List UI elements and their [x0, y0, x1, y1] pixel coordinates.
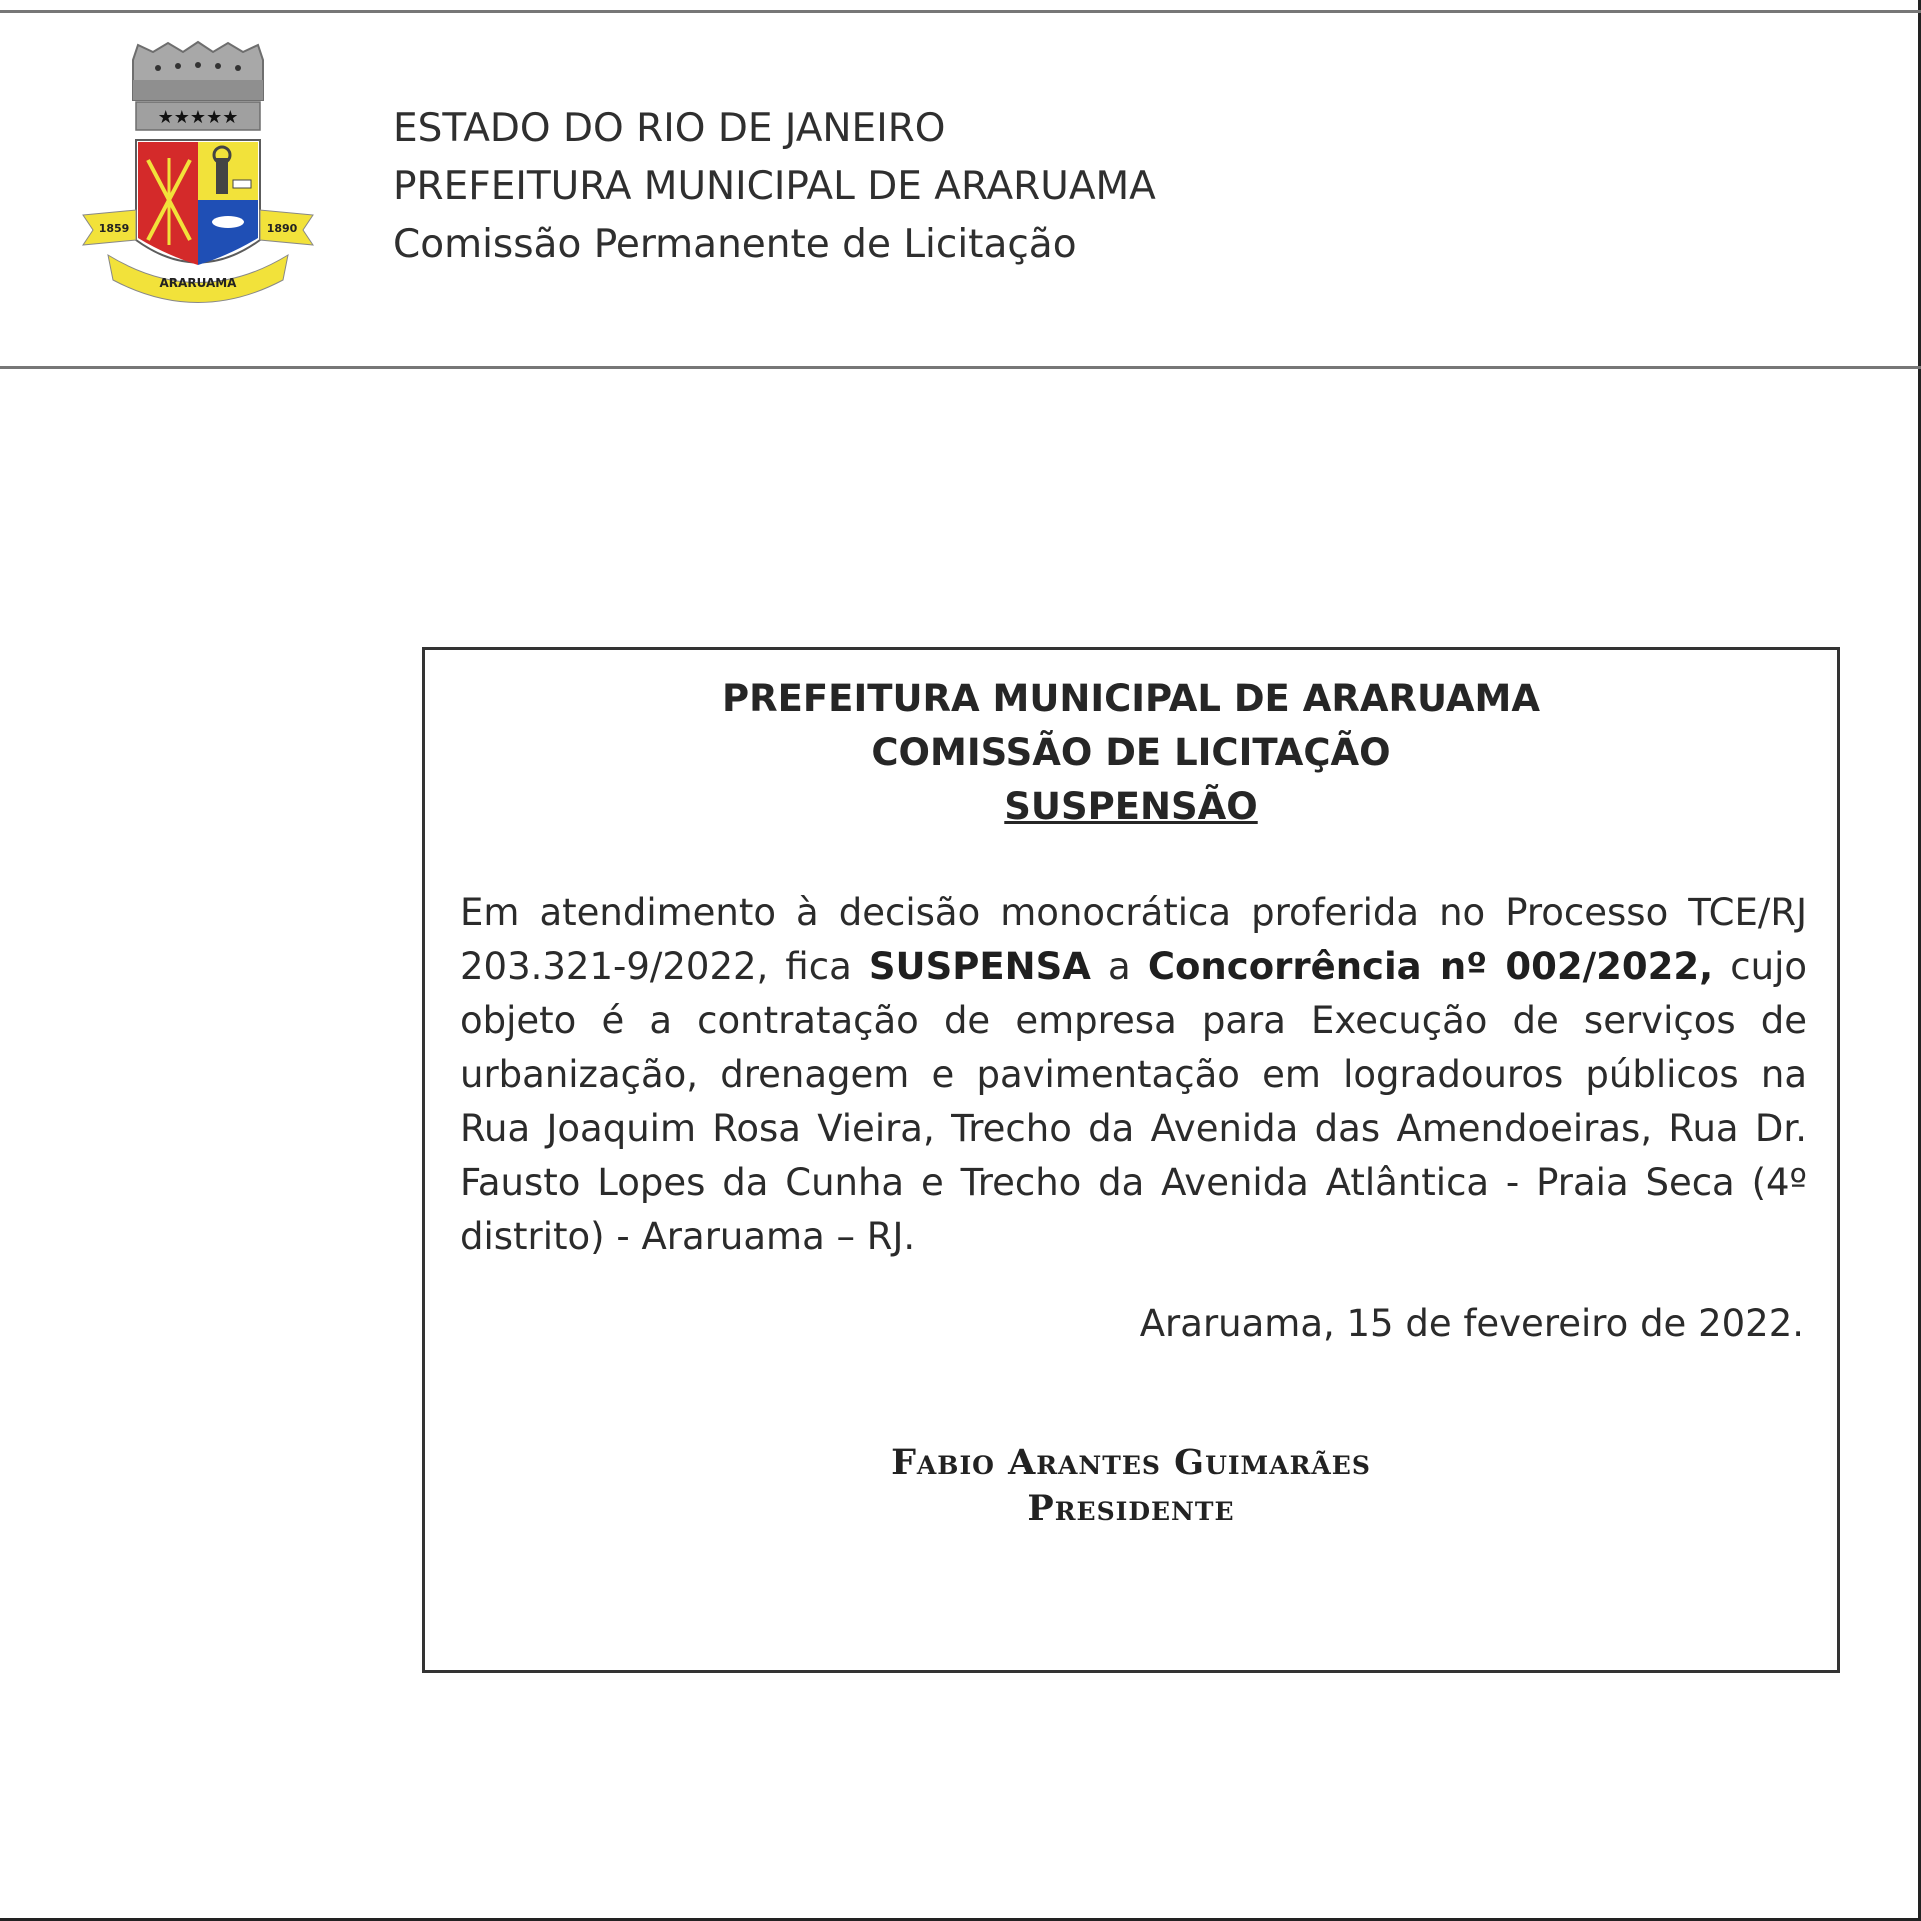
- notice-body-part3: cujo objeto é a contratação de empresa para Execução de serviços de urbanização, drenagem e pavimentação em logradouros públicos na Rua Joaquim Rosa Vieira, Trecho da Avenida das Amendoeiras, Rua Dr. Fausto Lopes da Cunha e Trecho da Avenida Atlântica - Praia Seca (4º distrito) - Araruama – RJ.: [460, 945, 1807, 1258]
- notice-body: [460, 886, 1807, 1264]
- notice-title-prefecture: PREFEITURA MUNICIPAL DE ARARUAMA: [722, 677, 1540, 720]
- notice-title-suspension: SUSPENSÃO: [1004, 785, 1258, 828]
- letterhead: [393, 100, 1156, 274]
- signer-name: Fabio Arantes Guimarães: [891, 1442, 1371, 1483]
- letterhead-state: ESTADO DO RIO DE JANEIRO: [393, 106, 946, 151]
- notice-title-commission: COMISSÃO DE LICITAÇÃO: [871, 731, 1391, 774]
- notice-box: [422, 647, 1840, 1673]
- signer-role: Presidente: [1027, 1488, 1235, 1529]
- signature-block: [425, 1440, 1837, 1532]
- crest-year-left: 1859: [98, 222, 130, 235]
- letterhead-prefecture: PREFEITURA MUNICIPAL DE ARARUAMA: [393, 164, 1156, 209]
- notice-body-bold-suspensa: SUSPENSA: [868, 945, 1091, 988]
- notice-body-bold-concorrencia: Concorrência nº 002/2022,: [1147, 945, 1714, 988]
- crest-stars: ★★★★★: [157, 107, 239, 128]
- crest-year-right: 1890: [266, 222, 298, 235]
- header-bottom-rule: [0, 366, 1921, 369]
- notice-heading: [425, 672, 1837, 834]
- letterhead-commission: Comissão Permanente de Licitação: [393, 222, 1077, 267]
- araruama-coat-of-arms-icon: [78, 40, 318, 310]
- notice-date: Araruama, 15 de fevereiro de 2022.: [1139, 1302, 1804, 1345]
- notice-body-part2: a: [1090, 945, 1148, 988]
- header-top-rule: [0, 10, 1921, 13]
- crest-banner-text: ARARUAMA: [159, 276, 237, 290]
- notice-body-part1: Em atendimento à decisão monocrática proferida no Processo TCE/RJ 203.321-9/2022, fica: [460, 891, 1807, 988]
